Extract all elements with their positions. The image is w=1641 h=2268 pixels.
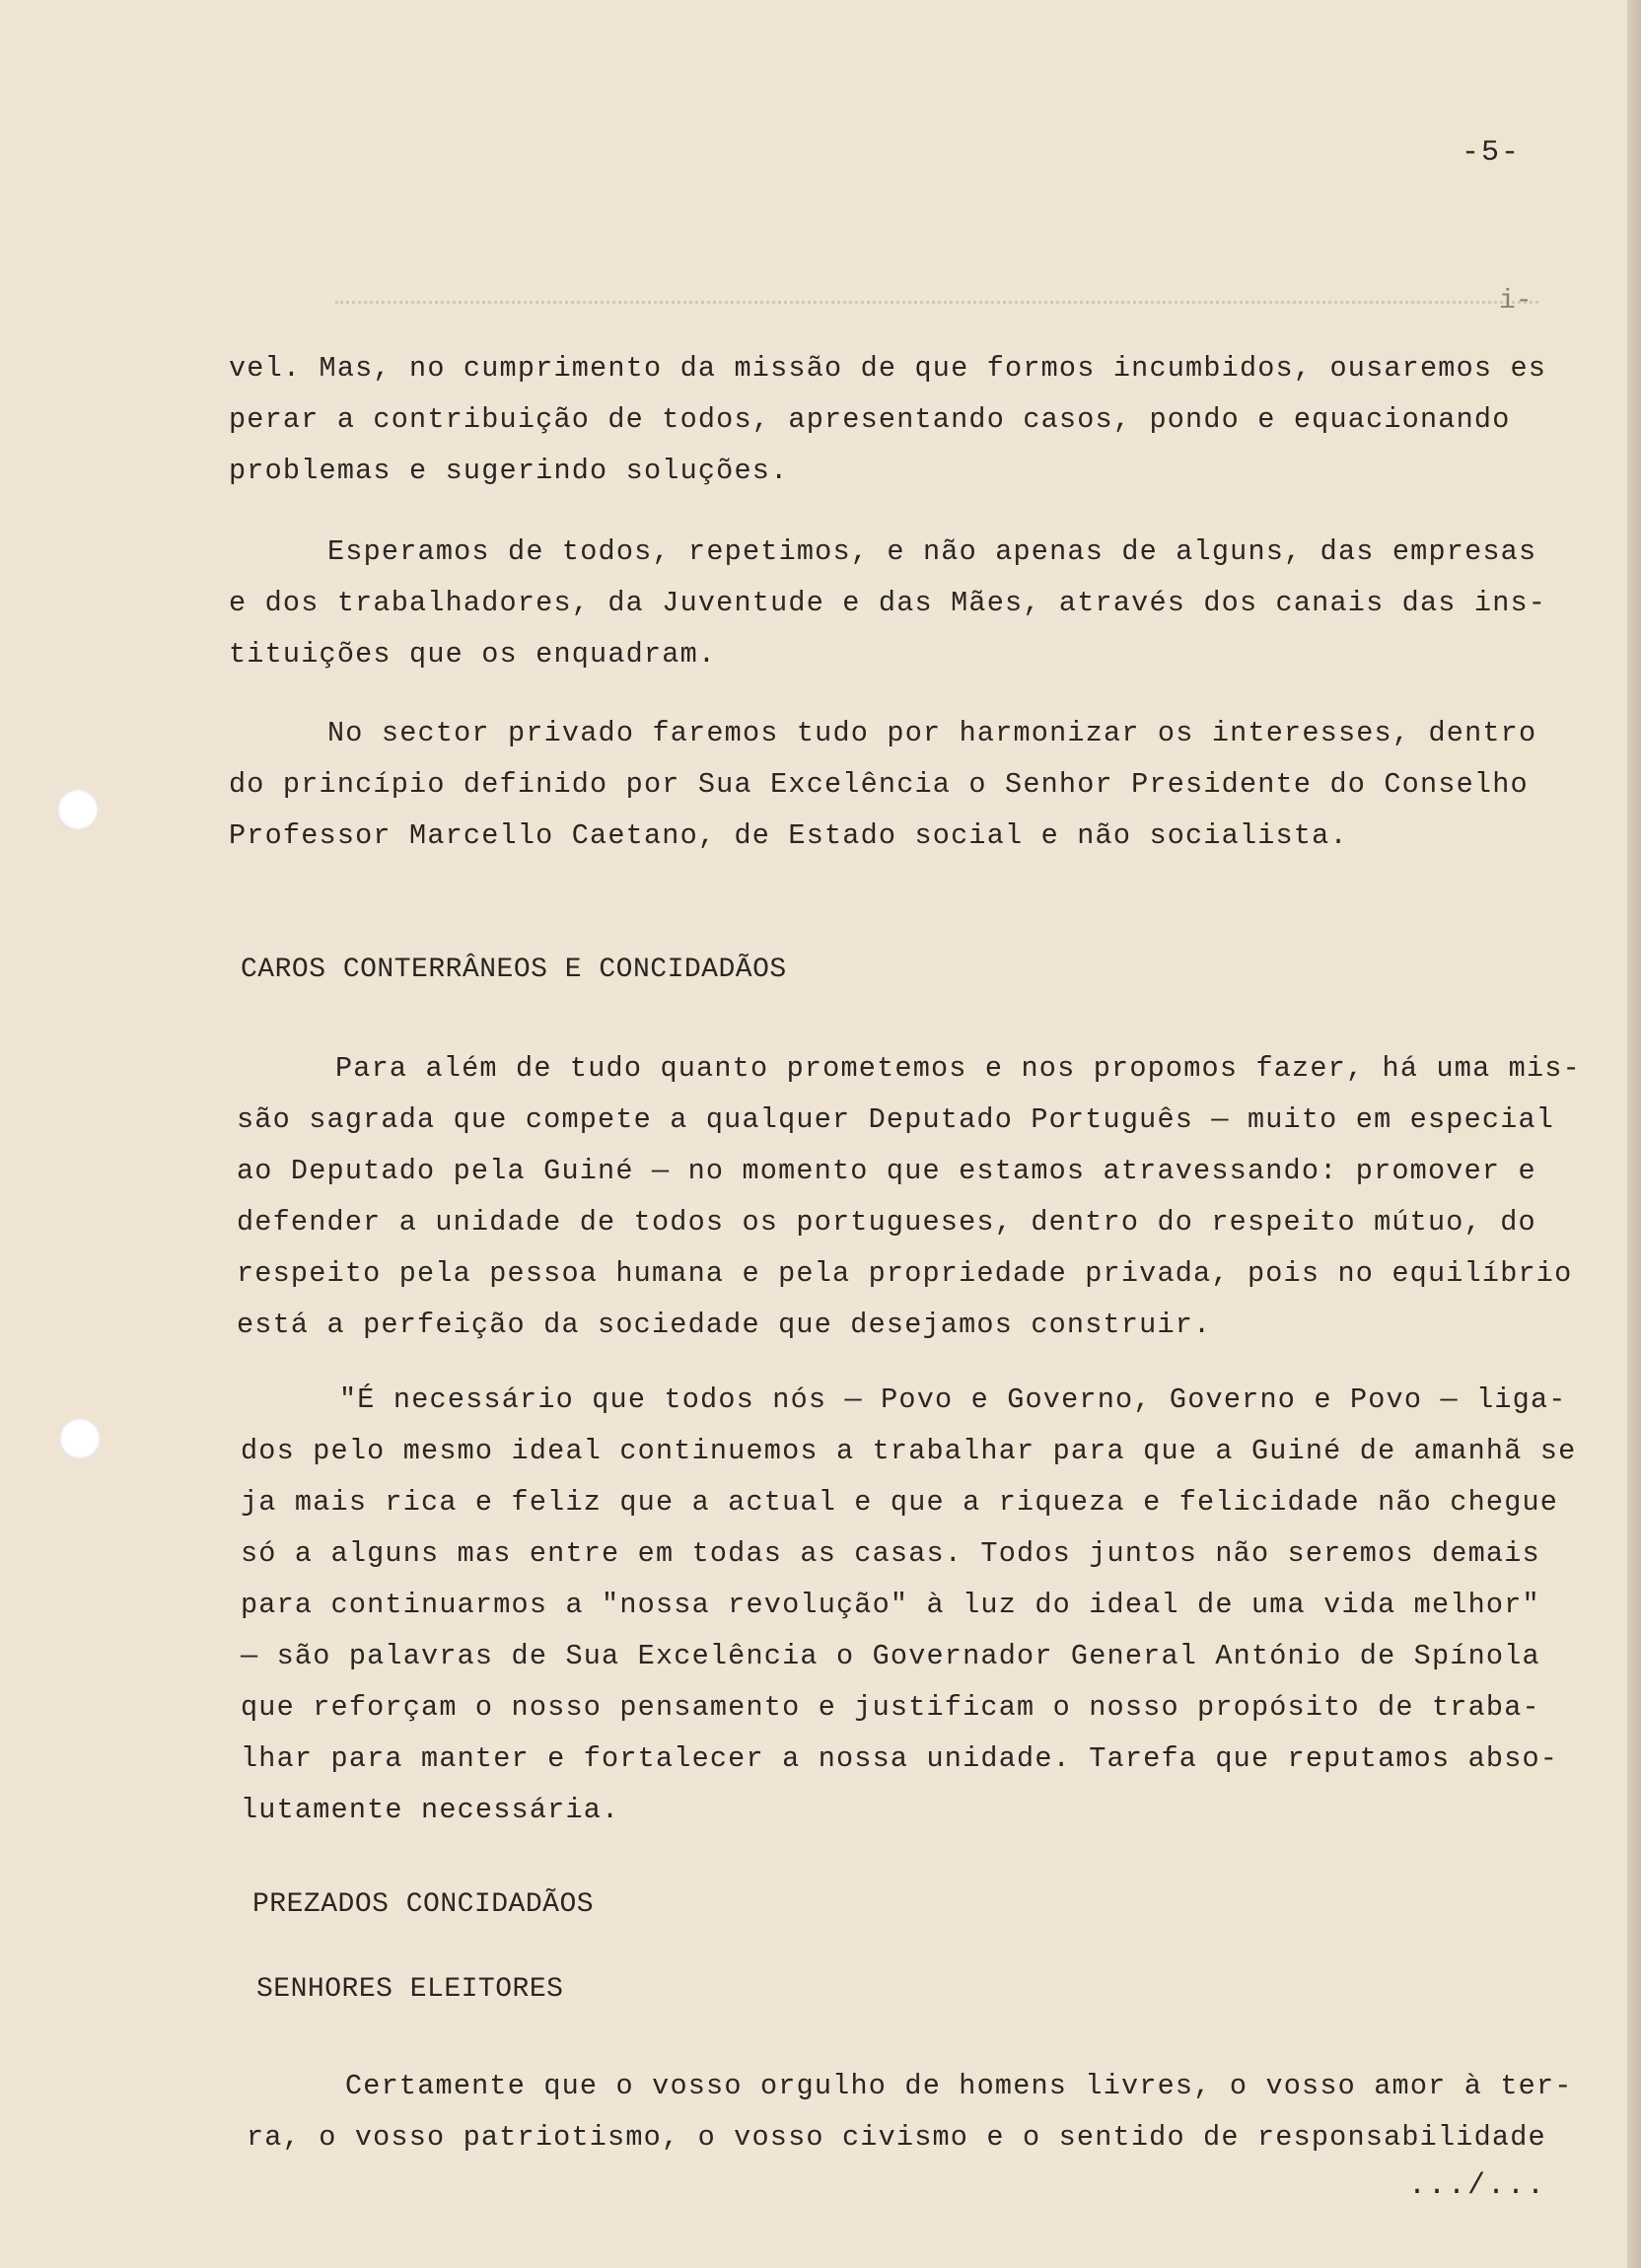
text-line: defender a unidade de todos os portugueses, dentro do respeito mútuo, do	[237, 1206, 1536, 1239]
paragraph-6	[247, 2061, 1588, 2163]
text-line: lutamente necessária.	[241, 1794, 620, 1826]
text-line: vel. Mas, no cumprimento da missão de que formos incumbidos, ousaremos es	[229, 352, 1547, 385]
punch-hole-bottom	[59, 1418, 101, 1459]
text-line: ja mais rica e feliz que a actual e que a riqueza e felicidade não chegue	[241, 1486, 1559, 1519]
paragraph-4	[237, 1043, 1581, 1351]
text-line: respeito pela pessoa humana e pela propriedade privada, pois no equilíbrio	[237, 1257, 1573, 1290]
paragraph-2	[229, 527, 1570, 680]
text-line: Professor Marcello Caetano, de Estado social e não socialista.	[229, 819, 1348, 852]
text-line: No sector privado faremos tudo por harmonizar os interesses, dentro	[327, 717, 1537, 749]
faded-line-end: i-	[1499, 286, 1533, 317]
text-line: — são palavras de Sua Excelência o Governador General António de Spínola	[241, 1640, 1540, 1672]
text-line: Certamente que o vosso orgulho de homens livres, o vosso amor à ter-	[345, 2070, 1573, 2102]
text-line: são sagrada que compete a qualquer Deputado Português — muito em especial	[237, 1103, 1555, 1136]
text-line: está a perfeição da sociedade que desejamos construir.	[237, 1309, 1212, 1341]
page-edge	[1627, 0, 1641, 2268]
text-line: e dos trabalhadores, da Juventude e das Mães, através dos canais das ins-	[229, 587, 1547, 619]
section-heading-prezados: PREZADOS CONCIDADÃOS	[252, 1889, 595, 1920]
text-line: tituições que os enquadram.	[229, 638, 717, 671]
text-line: ao Deputado pela Guiné — no momento que estamos atravessando: promover e	[237, 1155, 1536, 1187]
text-line: Esperamos de todos, repetimos, e não apenas de alguns, das empresas	[327, 535, 1537, 568]
paragraph-1	[229, 343, 1570, 497]
text-line: Para além de tudo quanto prometemos e nos propomos fazer, há uma mis-	[335, 1052, 1581, 1085]
paragraph-5-quotation	[241, 1375, 1582, 1836]
section-heading-caros: CAROS CONTERRÂNEOS E CONCIDADÃOS	[241, 955, 787, 985]
text-line: perar a contribuição de todos, apresentando casos, pondo e equacionando	[229, 403, 1511, 436]
text-line: dos pelo mesmo ideal continuemos a trabalhar para que a Guiné de amanhã se	[241, 1435, 1577, 1467]
text-line: "É necessário que todos nós — Povo e Governo, Governo e Povo — liga-	[339, 1383, 1567, 1416]
section-heading-senhores: SENHORES ELEITORES	[256, 1974, 564, 2005]
text-line: problemas e sugerindo soluções.	[229, 455, 789, 487]
punch-hole-top	[57, 789, 99, 830]
text-line: só a alguns mas entre em todas as casas. Todos juntos não seremos demais	[241, 1537, 1540, 1570]
faded-text-line	[335, 301, 1538, 306]
text-line: ra, o vosso patriotismo, o vosso civismo e o sentido de responsabilidade	[247, 2121, 1546, 2154]
paragraph-3	[229, 708, 1570, 862]
text-line: do princípio definido por Sua Excelência o Senhor Presidente do Conselho	[229, 768, 1529, 801]
text-line: lhar para manter e fortalecer a nossa unidade. Tarefa que reputamos abso-	[241, 1742, 1559, 1775]
text-line: para continuarmos a "nossa revolução" à luz do ideal de uma vida melhor"	[241, 1589, 1540, 1621]
text-line: que reforçam o nosso pensamento e justificam o nosso propósito de traba-	[241, 1691, 1540, 1724]
page-number: -5-	[1462, 136, 1522, 170]
continuation-mark: .../...	[1408, 2169, 1547, 2203]
